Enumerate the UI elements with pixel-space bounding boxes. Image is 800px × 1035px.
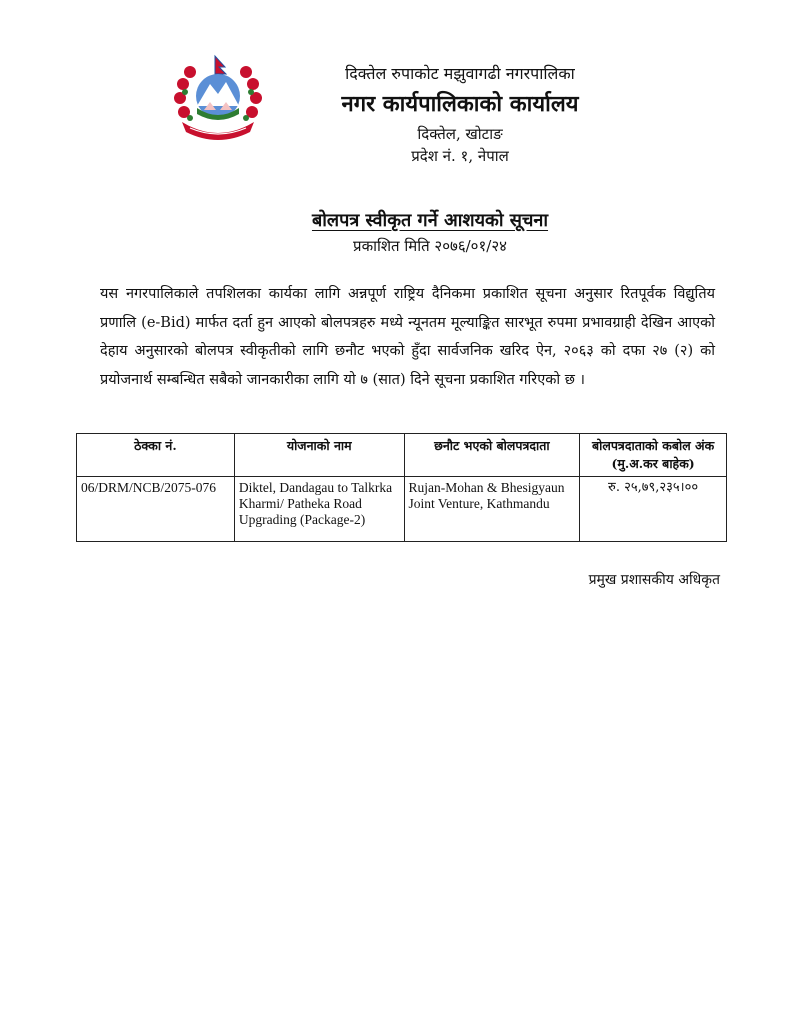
published-date: प्रकाशित मिति २०७६/०१/२४ bbox=[353, 237, 507, 255]
province-line: प्रदेश नं. १, नेपाल bbox=[411, 147, 509, 165]
selected-bid-table bbox=[76, 433, 727, 542]
nepal-government-emblem-icon bbox=[170, 52, 266, 140]
signatory-title: प्रमुख प्रशासकीय अधिकृत bbox=[588, 572, 720, 588]
cell-bid-amount: रु. २५,७९,२३५।०० bbox=[580, 477, 727, 542]
cell-project-name: Diktel, Dandagau to Talkrka Kharmi/ Patheka Road Upgrading (Package-2) bbox=[234, 477, 404, 542]
cell-contract-no: 06/DRM/NCB/2075-076 bbox=[77, 477, 235, 542]
header-contract-no: ठेक्का नं. bbox=[77, 434, 235, 477]
notice-title-text: बोलपत्र स्वीकृत गर्ने आशयको सूचना bbox=[311, 210, 549, 231]
cell-selected-bidder: Rujan-Mohan & Bhesigyaun Joint Venture, Kathmandu bbox=[404, 477, 580, 542]
office-location: दिक्तेल, खोटाङ bbox=[417, 125, 503, 143]
office-name: नगर कार्यपालिकाको कार्यालय bbox=[341, 91, 579, 117]
municipality-name: दिक्तेल रुपाकोट मझुवागढी नगरपालिका bbox=[345, 64, 575, 83]
header-project-name: योजनाको नाम bbox=[234, 434, 404, 477]
notice-body: यस नगरपालिकाले तपशिलका कार्यका लागि अन्नपूर्ण राष्ट्रिय दैनिकमा प्रकाशित सूचना अनुसार रितपूर्वक विद्युतिय प्रणालि (e-Bid) मार्फत दर्ता हुन आएको बोलपत्रहरु मध्ये न्यूनतम मूल्याङ्कित सारभूत रुपमा प्रभावग्राही देखिन आएको देहाय अनुसारको बोलपत्र स्वीकृतीको लागि छनौट भएको हुँदा सार्वजनिक खरिद ऐन, २०६३ को दफा २७ (२) को प्रयोजनार्थ सम्बन्धित सबैको जानकारीका लागि यो ७ (सात) दिने सूचना प्रकाशित गरिएको छ । bbox=[100, 286, 715, 388]
header-selected-bidder: छनौट भएको बोलपत्रदाता bbox=[404, 434, 580, 477]
table-header-row bbox=[77, 434, 727, 477]
table-row bbox=[77, 477, 727, 542]
notice-title bbox=[200, 208, 660, 232]
header-bid-amount: बोलपत्रदाताको कबोल अंक (मु.अ.कर बाहेक) bbox=[580, 434, 727, 477]
